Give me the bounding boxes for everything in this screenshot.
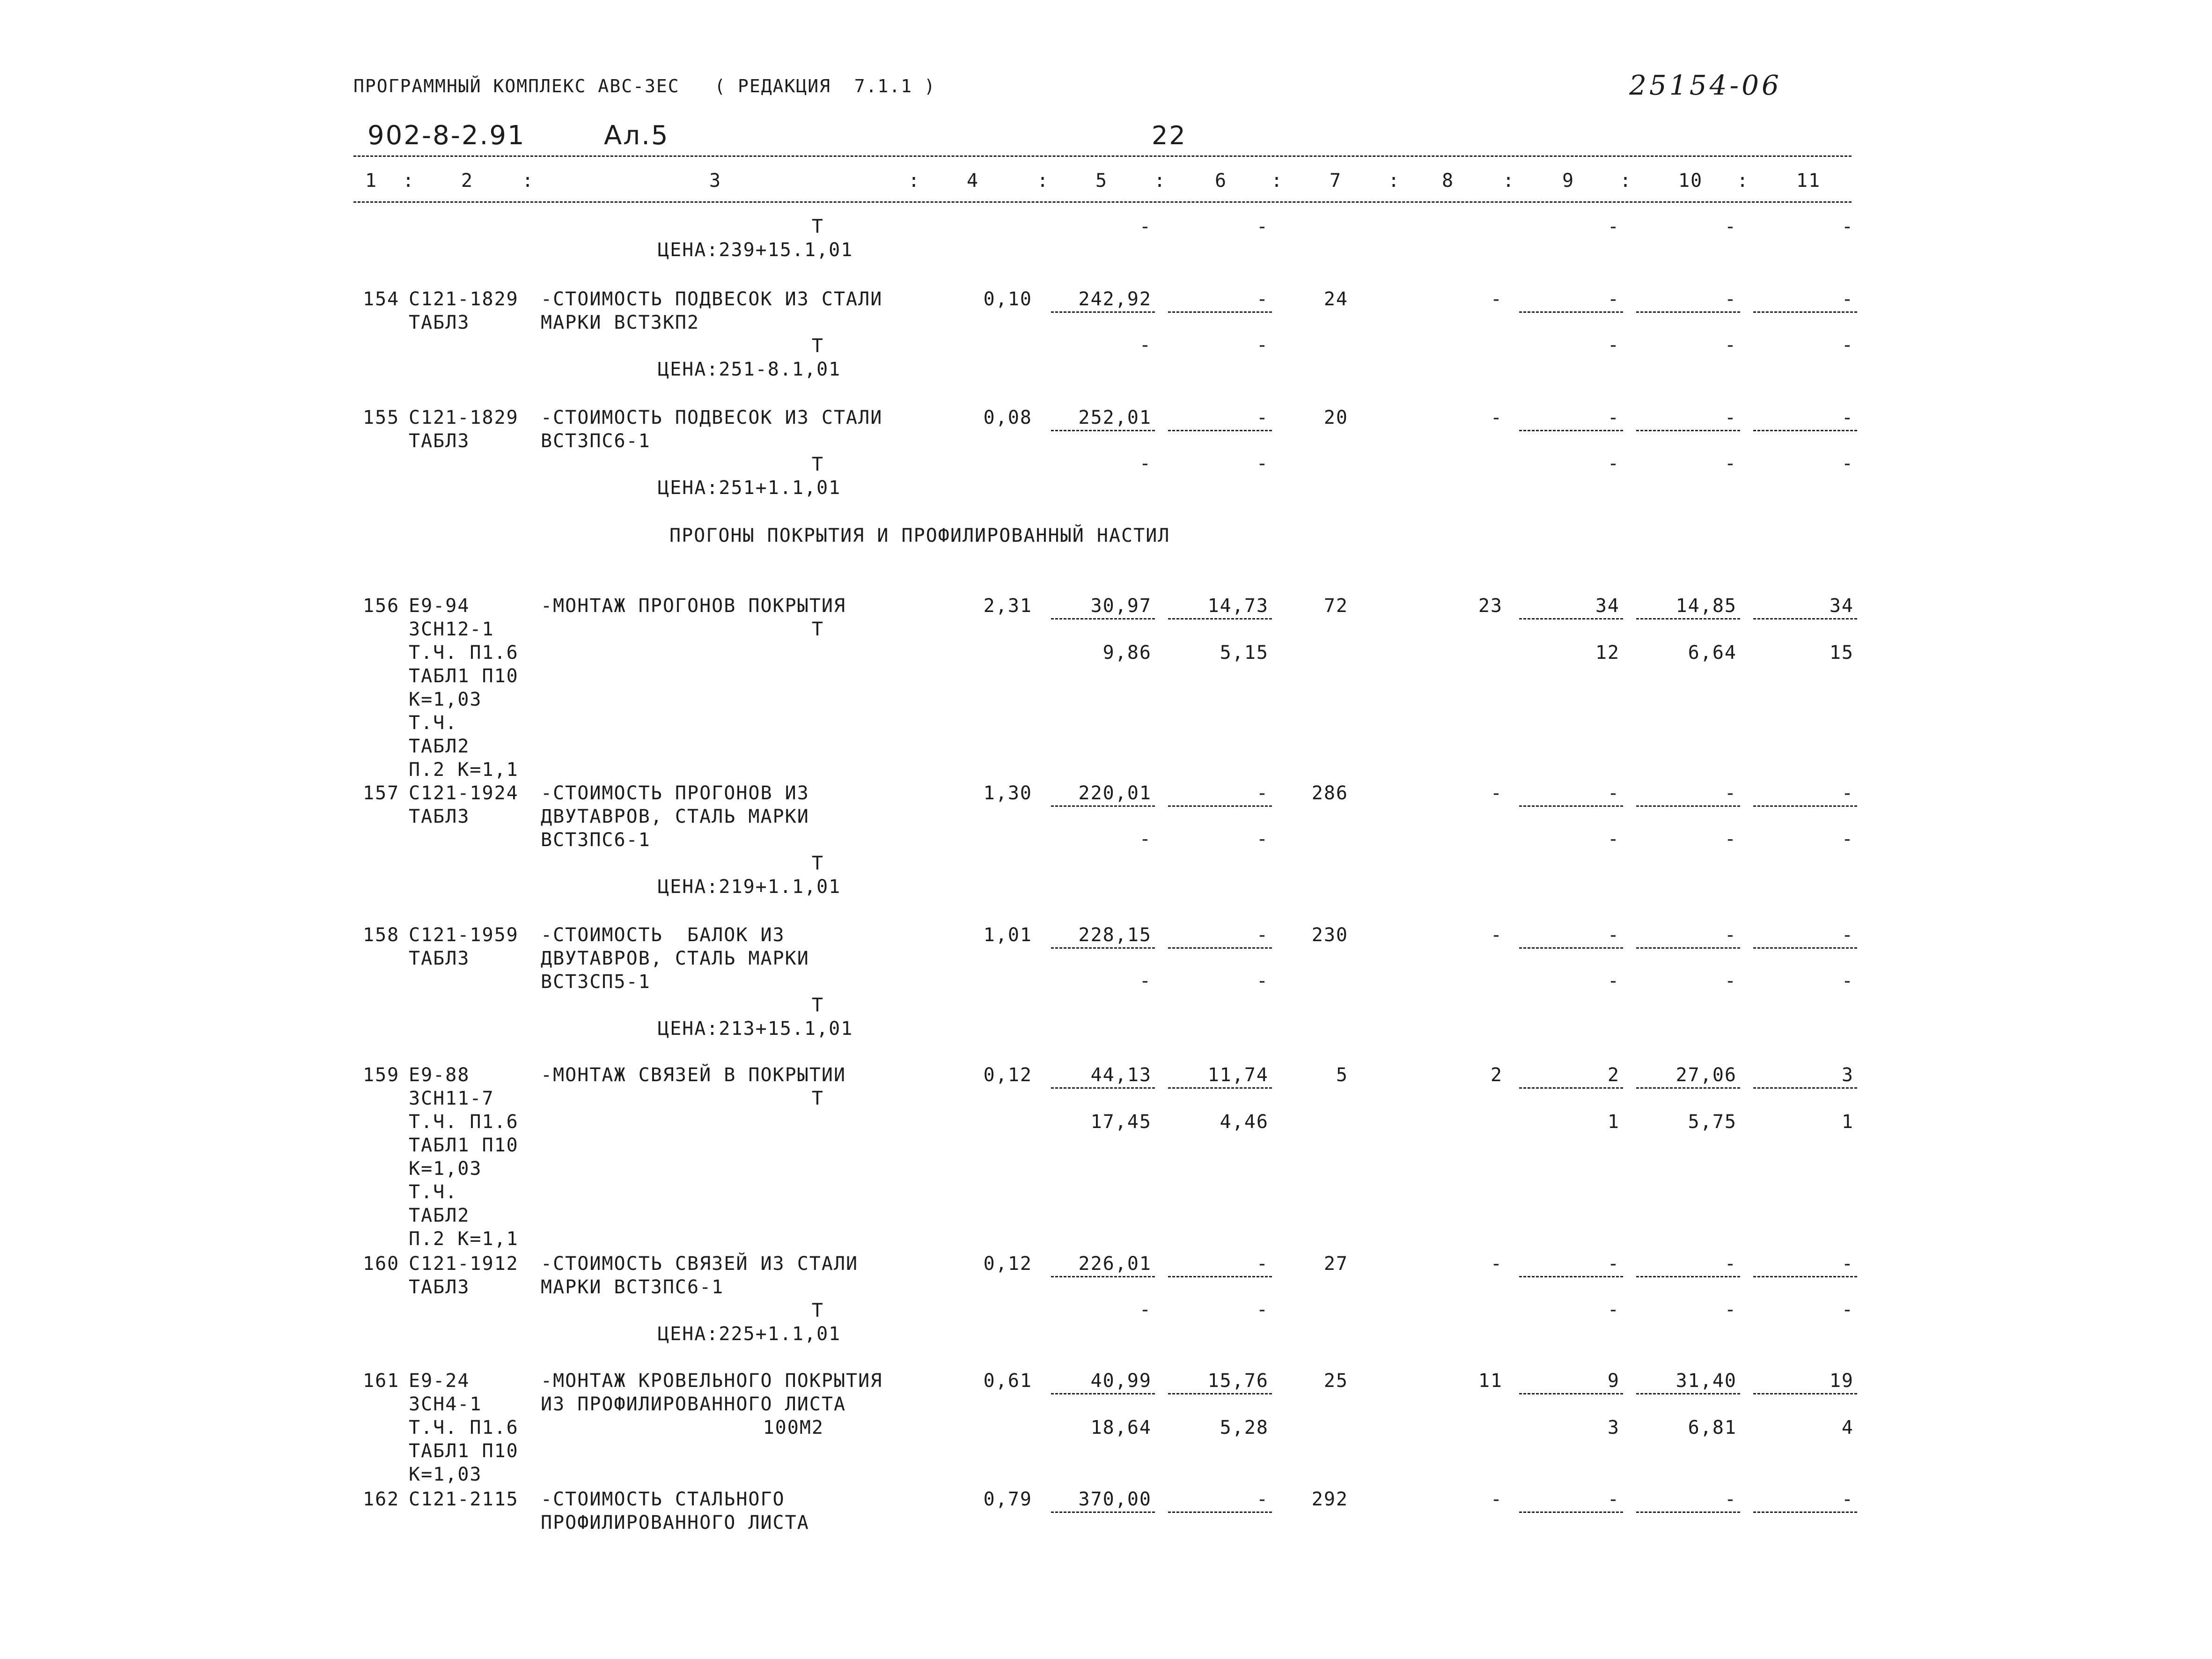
value-separator [1519, 311, 1623, 313]
column-number: 1 [365, 170, 378, 192]
value-c8: 23 [1478, 595, 1503, 617]
norm-code: С121-1829 [409, 288, 519, 310]
sub-value-s5: - [1139, 453, 1152, 474]
measure-unit: Т [811, 1088, 824, 1109]
norm-code: К=1,03 [409, 1464, 482, 1485]
value-c4: 1,30 [983, 782, 1032, 804]
value-c7: 230 [1311, 924, 1348, 946]
work-description: ВСТ3ПС6-1 [541, 829, 651, 851]
measure-unit: Т [811, 619, 824, 640]
sub-value-s11: - [1841, 334, 1854, 356]
value-c10: - [1724, 1253, 1737, 1275]
value-separator [1636, 947, 1740, 949]
sub-value-s6: - [1256, 216, 1269, 237]
value-separator [1051, 1276, 1155, 1277]
column-number: 11 [1796, 170, 1821, 192]
sub-value-s5: - [1139, 334, 1152, 356]
value-c6: - [1256, 288, 1269, 310]
measure-unit: Т [811, 853, 824, 874]
value-separator [1051, 430, 1155, 431]
value-separator [1051, 947, 1155, 949]
value-c5: 242,92 [1078, 288, 1152, 310]
value-separator [1168, 1393, 1272, 1394]
sub-value-s10: - [1724, 216, 1737, 237]
value-separator [1051, 311, 1155, 313]
value-separator [1519, 430, 1623, 431]
value-c6: - [1256, 1253, 1269, 1275]
sub-value-s6: 5,15 [1220, 642, 1269, 664]
sub-value-s9: 1 [1607, 1111, 1620, 1133]
sub-value-s6: - [1256, 828, 1269, 850]
header-rule-bottom [353, 201, 1852, 203]
column-separator: : [908, 170, 921, 192]
value-c4: 0,79 [983, 1489, 1032, 1510]
value-separator [1168, 1276, 1272, 1277]
value-c8: - [1490, 407, 1503, 428]
norm-code: ЗСН12-1 [409, 619, 494, 640]
column-number: 3 [709, 170, 722, 192]
norm-code: ТАБЛ3 [409, 312, 470, 333]
value-separator [1168, 311, 1272, 313]
sub-value-s5: - [1139, 970, 1152, 992]
value-c4: 2,31 [983, 595, 1032, 617]
entry-number: 161 [363, 1370, 400, 1392]
value-separator [1168, 618, 1272, 619]
value-separator [1753, 311, 1857, 313]
norm-code: ТАБЛ3 [409, 430, 470, 452]
value-c10: - [1724, 924, 1737, 946]
column-number: 5 [1095, 170, 1108, 192]
value-c10: - [1724, 1489, 1737, 1510]
value-c7: 25 [1323, 1370, 1348, 1392]
work-description: -СТОИМОСТЬ ПОДВЕСОК ИЗ СТАЛИ [541, 407, 883, 428]
value-c11: 19 [1829, 1370, 1854, 1392]
entry-number: 162 [363, 1489, 400, 1510]
value-separator [1051, 1393, 1155, 1394]
value-separator [1753, 947, 1857, 949]
column-separator: : [1271, 170, 1284, 192]
value-c7: 286 [1311, 782, 1348, 804]
value-separator [1636, 618, 1740, 619]
sub-value-s9: - [1607, 970, 1620, 992]
work-description: -МОНТАЖ ПРОГОНОВ ПОКРЫТИЯ [541, 595, 846, 617]
norm-code: Т.Ч. [409, 712, 458, 734]
sub-value-s5: 18,64 [1090, 1417, 1152, 1438]
unit-price: ЦЕНА:239+15.1,01 [658, 239, 853, 261]
work-description: МАРКИ ВСТ3ПС6-1 [541, 1276, 724, 1298]
sub-value-s5: 9,86 [1102, 642, 1152, 664]
work-description: ВСТ3ПС6-1 [541, 430, 651, 452]
value-separator [1051, 1512, 1155, 1513]
sub-value-s11: - [1841, 216, 1854, 237]
norm-code: ТАБЛ3 [409, 1276, 470, 1298]
entry-number: 155 [363, 407, 400, 428]
value-separator [1519, 1087, 1623, 1089]
value-separator [1519, 947, 1623, 949]
norm-code: Т.Ч. [409, 1181, 458, 1203]
value-separator [1168, 1087, 1272, 1089]
value-c9: - [1607, 924, 1620, 946]
value-c11: 34 [1829, 595, 1854, 617]
norm-code: ТАБЛ2 [409, 736, 470, 757]
album-label: Ал.5 [604, 120, 669, 151]
sub-value-s10: - [1724, 334, 1737, 356]
value-c7: 27 [1323, 1253, 1348, 1275]
value-c8: - [1490, 924, 1503, 946]
norm-code: ТАБЛ3 [409, 948, 470, 969]
entry-number: 154 [363, 288, 400, 310]
column-number: 10 [1678, 170, 1703, 192]
measure-unit: Т [811, 995, 824, 1016]
unit-price: ЦЕНА:225+1.1,01 [658, 1323, 841, 1345]
value-separator [1636, 1512, 1740, 1513]
value-c7: 292 [1311, 1489, 1348, 1510]
norm-code: ТАБЛ1 П10 [409, 1440, 519, 1462]
norm-code: Т.Ч. П1.6 [409, 1111, 519, 1133]
value-c6: 14,73 [1207, 595, 1269, 617]
sub-value-s10: 5,75 [1688, 1111, 1737, 1133]
sub-value-s11: - [1841, 453, 1854, 474]
column-separator: : [1037, 170, 1050, 192]
value-separator [1051, 805, 1155, 807]
sub-value-s11: - [1841, 1299, 1854, 1320]
sub-value-s6: - [1256, 1299, 1269, 1320]
measure-unit: Т [811, 454, 824, 475]
sub-value-s6: 5,28 [1220, 1417, 1269, 1438]
value-separator [1753, 1087, 1857, 1089]
value-separator [1753, 805, 1857, 807]
sub-value-s11: - [1841, 970, 1854, 992]
value-c6: - [1256, 924, 1269, 946]
header-rule-top [353, 155, 1852, 157]
value-c6: - [1256, 1489, 1269, 1510]
norm-code: С121-1924 [409, 782, 519, 804]
entry-number: 159 [363, 1064, 400, 1086]
value-c9: - [1607, 288, 1620, 310]
work-description: ПРОФИЛИРОВАННОГО ЛИСТА [541, 1512, 809, 1534]
value-separator [1753, 618, 1857, 619]
value-c7: 72 [1323, 595, 1348, 617]
value-c4: 0,12 [983, 1253, 1032, 1275]
value-c11: - [1841, 924, 1854, 946]
norm-code: ТАБЛ2 [409, 1205, 470, 1226]
value-separator [1753, 430, 1857, 431]
value-separator [1636, 1393, 1740, 1394]
norm-code: П.2 К=1,1 [409, 759, 519, 781]
sub-value-s9: - [1607, 334, 1620, 356]
unit-price: ЦЕНА:213+15.1,01 [658, 1018, 853, 1040]
value-c11: - [1841, 1489, 1854, 1510]
value-separator [1168, 947, 1272, 949]
value-c5: 44,13 [1090, 1064, 1152, 1086]
value-c8: 11 [1478, 1370, 1503, 1392]
value-c11: - [1841, 782, 1854, 804]
sub-value-s10: - [1724, 1299, 1737, 1320]
value-c4: 1,01 [983, 924, 1032, 946]
work-description: -СТОИМОСТЬ ПРОГОНОВ ИЗ [541, 782, 809, 804]
value-separator [1519, 805, 1623, 807]
sub-value-s6: 4,46 [1220, 1111, 1269, 1133]
unit-price: ЦЕНА:251-8.1,01 [658, 359, 841, 380]
entry-number: 160 [363, 1253, 400, 1275]
sub-value-s5: 17,45 [1090, 1111, 1152, 1133]
norm-code: ТАБЛ1 П10 [409, 1135, 519, 1156]
value-c11: - [1841, 1253, 1854, 1275]
norm-code: Е9-94 [409, 595, 470, 617]
value-c10: 27,06 [1676, 1064, 1737, 1086]
value-c7: 20 [1323, 407, 1348, 428]
value-c10: - [1724, 782, 1737, 804]
sub-value-s10: 6,64 [1688, 642, 1737, 664]
value-c8: - [1490, 1489, 1503, 1510]
value-c7: 5 [1336, 1064, 1348, 1086]
value-separator [1168, 1512, 1272, 1513]
norm-code: К=1,03 [409, 1158, 482, 1180]
work-description: ИЗ ПРОФИЛИРОВАННОГО ЛИСТА [541, 1394, 846, 1415]
sub-value-s5: - [1139, 1299, 1152, 1320]
section-heading: ПРОГОНЫ ПОКРЫТИЯ И ПРОФИЛИРОВАННЫЙ НАСТИЛ [669, 525, 1170, 546]
sub-value-s9: - [1607, 1299, 1620, 1320]
value-separator [1519, 618, 1623, 619]
document-number: 25154-06 [1629, 69, 1782, 101]
value-separator [1636, 311, 1740, 313]
column-separator: : [1154, 170, 1167, 192]
norm-code: К=1,03 [409, 689, 482, 710]
work-description: -СТОИМОСТЬ СТАЛЬНОГО [541, 1489, 785, 1510]
value-separator [1519, 1512, 1623, 1513]
value-c5: 228,15 [1078, 924, 1152, 946]
value-c4: 0,61 [983, 1370, 1032, 1392]
value-separator [1753, 1512, 1857, 1513]
sub-value-s10: - [1724, 453, 1737, 474]
column-separator: : [1503, 170, 1515, 192]
value-separator [1519, 1276, 1623, 1277]
project-code: 902-8-2.91 [367, 120, 526, 151]
value-c9: 9 [1607, 1370, 1620, 1392]
value-c4: 0,08 [983, 407, 1032, 428]
norm-code: С121-2115 [409, 1489, 519, 1510]
measure-unit: Т [811, 335, 824, 357]
work-description: ДВУТАВРОВ, СТАЛЬ МАРКИ [541, 806, 809, 827]
column-number: 9 [1562, 170, 1575, 192]
sub-value-s9: - [1607, 828, 1620, 850]
value-c11: - [1841, 407, 1854, 428]
sub-value-s5: - [1139, 828, 1152, 850]
work-description: ВСТ3СП5-1 [541, 971, 651, 993]
norm-code: С121-1829 [409, 407, 519, 428]
column-separator: : [522, 170, 535, 192]
sub-value-s11: - [1841, 828, 1854, 850]
value-c5: 30,97 [1090, 595, 1152, 617]
column-separator: : [403, 170, 415, 192]
measure-unit: Т [811, 216, 824, 237]
value-separator [1636, 805, 1740, 807]
unit-price: ЦЕНА:219+1.1,01 [658, 876, 841, 898]
value-separator [1519, 1393, 1623, 1394]
norm-code: С121-1912 [409, 1253, 519, 1275]
sub-value-s6: - [1256, 453, 1269, 474]
value-c10: 14,85 [1676, 595, 1737, 617]
value-c10: - [1724, 288, 1737, 310]
norm-code: ЗСН4-1 [409, 1394, 482, 1415]
value-c8: 2 [1490, 1064, 1503, 1086]
sub-value-s6: - [1256, 334, 1269, 356]
unit-price: ЦЕНА:251+1.1,01 [658, 477, 841, 499]
value-c5: 226,01 [1078, 1253, 1152, 1275]
value-c10: 31,40 [1676, 1370, 1737, 1392]
work-description: ДВУТАВРОВ, СТАЛЬ МАРКИ [541, 948, 809, 969]
value-separator [1051, 618, 1155, 619]
column-separator: : [1620, 170, 1632, 192]
work-description: -СТОИМОСТЬ БАЛОК ИЗ [541, 924, 785, 946]
sub-value-s11: 4 [1841, 1417, 1854, 1438]
sub-value-s9: - [1607, 216, 1620, 237]
work-description: -СТОИМОСТЬ СВЯЗЕЙ ИЗ СТАЛИ [541, 1253, 859, 1275]
value-c6: - [1256, 782, 1269, 804]
value-c6: 15,76 [1207, 1370, 1269, 1392]
value-separator [1636, 1087, 1740, 1089]
value-separator [1051, 1087, 1155, 1089]
value-c5: 252,01 [1078, 407, 1152, 428]
sub-value-s5: - [1139, 216, 1152, 237]
value-c4: 0,10 [983, 288, 1032, 310]
sub-value-s9: - [1607, 453, 1620, 474]
norm-code: ЗСН11-7 [409, 1088, 494, 1109]
sub-value-s11: 1 [1841, 1111, 1854, 1133]
sub-value-s10: 6,81 [1688, 1417, 1737, 1438]
value-c8: - [1490, 782, 1503, 804]
norm-code: ТАБЛ1 П10 [409, 665, 519, 687]
column-number: 6 [1215, 170, 1227, 192]
value-c9: - [1607, 1253, 1620, 1275]
value-c4: 0,12 [983, 1064, 1032, 1086]
value-c9: - [1607, 1489, 1620, 1510]
value-c5: 370,00 [1078, 1489, 1152, 1510]
page-number: 22 [1152, 121, 1187, 150]
column-number: 7 [1330, 170, 1342, 192]
column-number: 2 [461, 170, 474, 192]
value-separator [1168, 430, 1272, 431]
work-description: МАРКИ ВСТ3КП2 [541, 312, 700, 333]
value-c9: 2 [1607, 1064, 1620, 1086]
measure-unit: 100М2 [763, 1417, 824, 1438]
value-separator [1636, 430, 1740, 431]
value-c10: - [1724, 407, 1737, 428]
column-separator: : [1737, 170, 1749, 192]
value-separator [1168, 805, 1272, 807]
work-description: -МОНТАЖ КРОВЕЛЬНОГО ПОКРЫТИЯ [541, 1370, 883, 1392]
entry-number: 157 [363, 782, 400, 804]
work-description: -МОНТАЖ СВЯЗЕЙ В ПОКРЫТИИ [541, 1064, 846, 1086]
sub-value-s9: 12 [1595, 642, 1620, 664]
value-c9: 34 [1595, 595, 1620, 617]
norm-code: С121-1959 [409, 924, 519, 946]
norm-code: П.2 К=1,1 [409, 1228, 519, 1250]
value-separator [1753, 1276, 1857, 1277]
value-c5: 220,01 [1078, 782, 1152, 804]
value-c8: - [1490, 1253, 1503, 1275]
norm-code: Т.Ч. П1.6 [409, 642, 519, 664]
entry-number: 158 [363, 924, 400, 946]
value-c9: - [1607, 407, 1620, 428]
norm-code: ТАБЛ3 [409, 806, 470, 827]
entry-number: 156 [363, 595, 400, 617]
value-c6: - [1256, 407, 1269, 428]
norm-code: Е9-24 [409, 1370, 470, 1392]
sub-value-s9: 3 [1607, 1417, 1620, 1438]
value-c11: - [1841, 288, 1854, 310]
value-c5: 40,99 [1090, 1370, 1152, 1392]
value-c9: - [1607, 782, 1620, 804]
value-c6: 11,74 [1207, 1064, 1269, 1086]
norm-code: Т.Ч. П1.6 [409, 1417, 519, 1438]
sub-value-s6: - [1256, 970, 1269, 992]
value-separator [1636, 1276, 1740, 1277]
sub-value-s10: - [1724, 828, 1737, 850]
sub-value-s11: 15 [1829, 642, 1854, 664]
column-number: 8 [1442, 170, 1455, 192]
column-number: 4 [967, 170, 979, 192]
value-c11: 3 [1841, 1064, 1854, 1086]
sub-value-s10: - [1724, 970, 1737, 992]
value-separator [1753, 1393, 1857, 1394]
measure-unit: Т [811, 1300, 824, 1321]
norm-code: Е9-88 [409, 1064, 470, 1086]
work-description: -СТОИМОСТЬ ПОДВЕСОК ИЗ СТАЛИ [541, 288, 883, 310]
value-c7: 24 [1323, 288, 1348, 310]
column-separator: : [1388, 170, 1401, 192]
value-c8: - [1490, 288, 1503, 310]
program-header: ПРОГРАММНЫЙ КОМПЛЕКС АВС-3ЕС ( РЕДАКЦИЯ 7.1.1 ) [353, 76, 936, 96]
